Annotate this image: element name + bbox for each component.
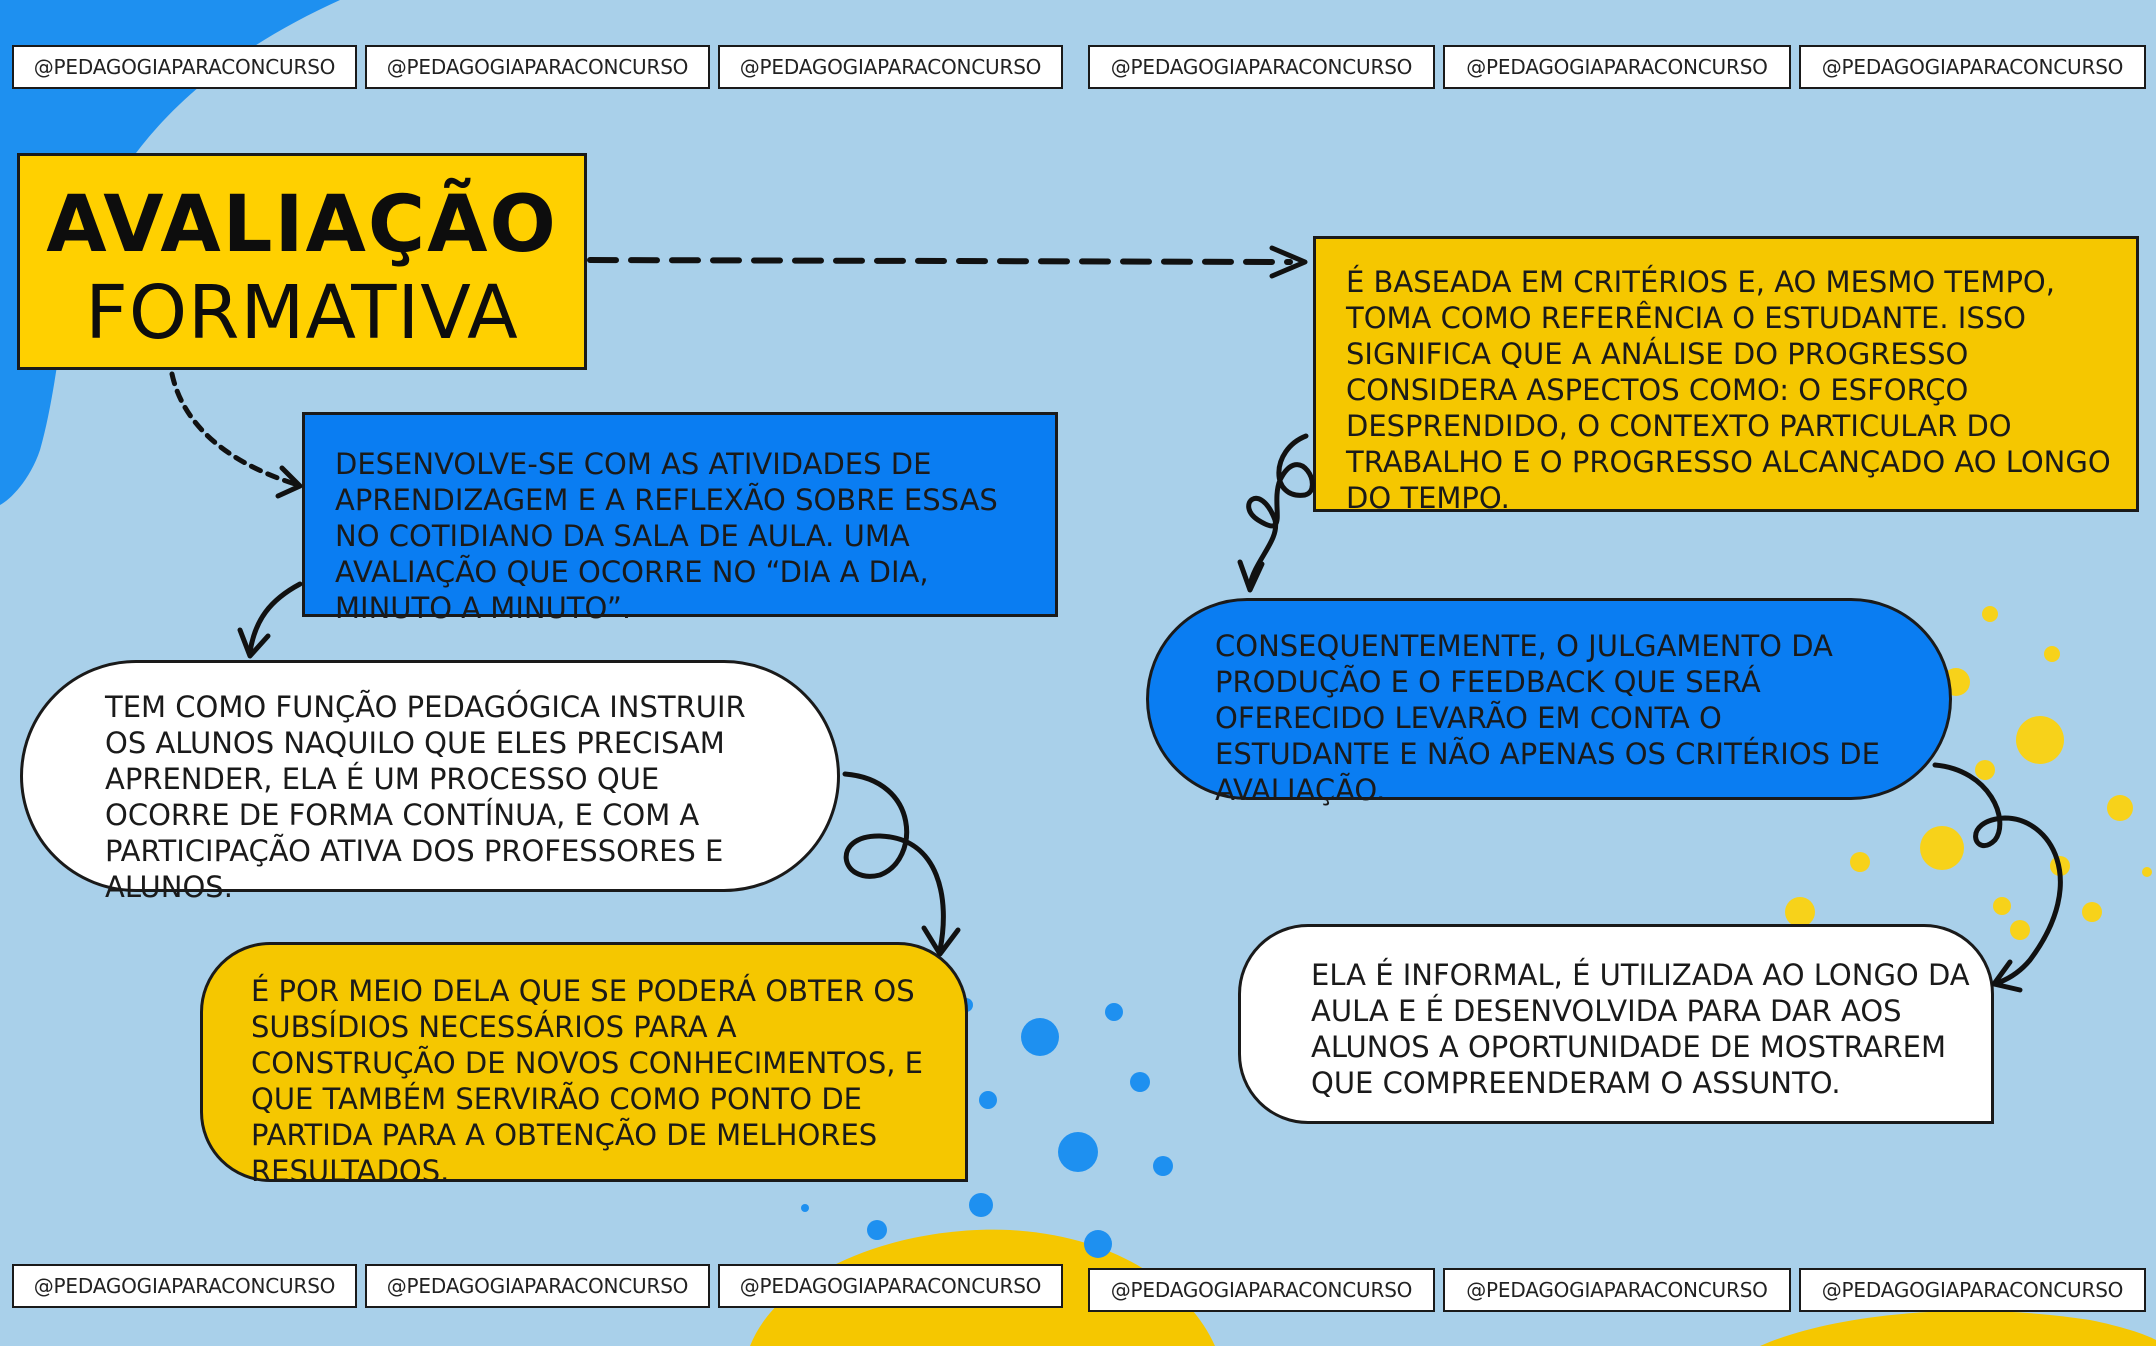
box-informal	[1238, 924, 1994, 1124]
watermark-tag: @PEDAGOGIAPARACONCURSO	[1088, 45, 1435, 89]
box-consequentemente-text: CONSEQUENTEMENTE, O JULGAMENTO DA PRODUÇÃO E O FEEDBACK QUE SERÁ OFERECIDO LEVARÃO EM CONTA O ESTUDANTE E NÃO APENAS OS CRITÉRIOS DE AVALIAÇÃO.	[1215, 629, 1880, 807]
watermark-tag: @PEDAGOGIAPARACONCURSO	[1443, 45, 1791, 89]
page-title: AVALIAÇÃO	[46, 180, 558, 270]
watermark-tag: @PEDAGOGIAPARACONCURSO	[718, 1264, 1063, 1308]
box-funcao-text: TEM COMO FUNÇÃO PEDAGÓGICA INSTRUIR OS ALUNOS NAQUILO QUE ELES PRECISAM APRENDER, ELA É UM PROCESSO QUE OCORRE DE FORMA CONTÍNUA, E COM A PARTICIPAÇÃO ATIVA DOS PROFESSORES E ALUNOS.	[105, 690, 746, 904]
box-subsidios-text: É POR MEIO DELA QUE SE PODERÁ OBTER OS SUBSÍDIOS NECESSÁRIOS PARA A CONSTRUÇÃO DE NOVOS CONHECIMENTOS, E QUE TAMBÉM SERVIRÃO COMO PONTO DE PARTIDA PARA A OBTENÇÃO DE MELHORES RESULTADOS.	[251, 974, 923, 1188]
watermark-tag: @PEDAGOGIAPARACONCURSO	[365, 45, 710, 89]
box-desenvolve	[302, 412, 1058, 625]
watermark-tag: @PEDAGOGIAPARACONCURSO	[1799, 45, 2146, 89]
watermark-tag: @PEDAGOGIAPARACONCURSO	[12, 45, 357, 89]
box-informal-text: ELA É INFORMAL, É UTILIZADA AO LONGO DA AULA E É DESENVOLVIDA PARA DAR AOS ALUNOS A OPORTUNIDADE DE MOSTRAREM QUE COMPREENDERAM O ASSUNTO.	[1311, 958, 1970, 1100]
watermark-tag: @PEDAGOGIAPARACONCURSO	[718, 45, 1063, 89]
box-subsidios	[200, 942, 968, 1188]
box-criterios	[1313, 236, 2139, 515]
box-desenvolve-text: DESENVOLVE-SE COM AS ATIVIDADES DE APRENDIZAGEM E A REFLEXÃO SOBRE ESSAS NO COTIDIANO DA SALA DE AULA. UMA AVALIAÇÃO QUE OCORRE NO “DIA A DIA, MINUTO A MINUTO”.	[335, 447, 998, 625]
title-box	[17, 153, 587, 370]
box-funcao	[20, 660, 840, 904]
box-consequentemente	[1146, 598, 1952, 807]
watermark-tag: @PEDAGOGIAPARACONCURSO	[1799, 1268, 2146, 1312]
watermark-tag: @PEDAGOGIAPARACONCURSO	[1443, 1268, 1791, 1312]
watermark-tag: @PEDAGOGIAPARACONCURSO	[1088, 1268, 1435, 1312]
watermark-tag: @PEDAGOGIAPARACONCURSO	[365, 1264, 710, 1308]
box-criterios-text: É BASEADA EM CRITÉRIOS E, AO MESMO TEMPO, TOMA COMO REFERÊNCIA O ESTUDANTE. ISSO SIGNIFICA QUE A ANÁLISE DO PROGRESSO CONSIDERA ASPECTOS COMO: O ESFORÇO DESPRENDIDO, O CONTEXTO PARTICULAR DO TRABALHO E O PROGRESSO ALCANÇADO AO LONGO DO TEMPO.	[1346, 265, 2111, 515]
watermark-tag: @PEDAGOGIAPARACONCURSO	[12, 1264, 357, 1308]
page-subtitle: FORMATIVA	[85, 270, 519, 356]
